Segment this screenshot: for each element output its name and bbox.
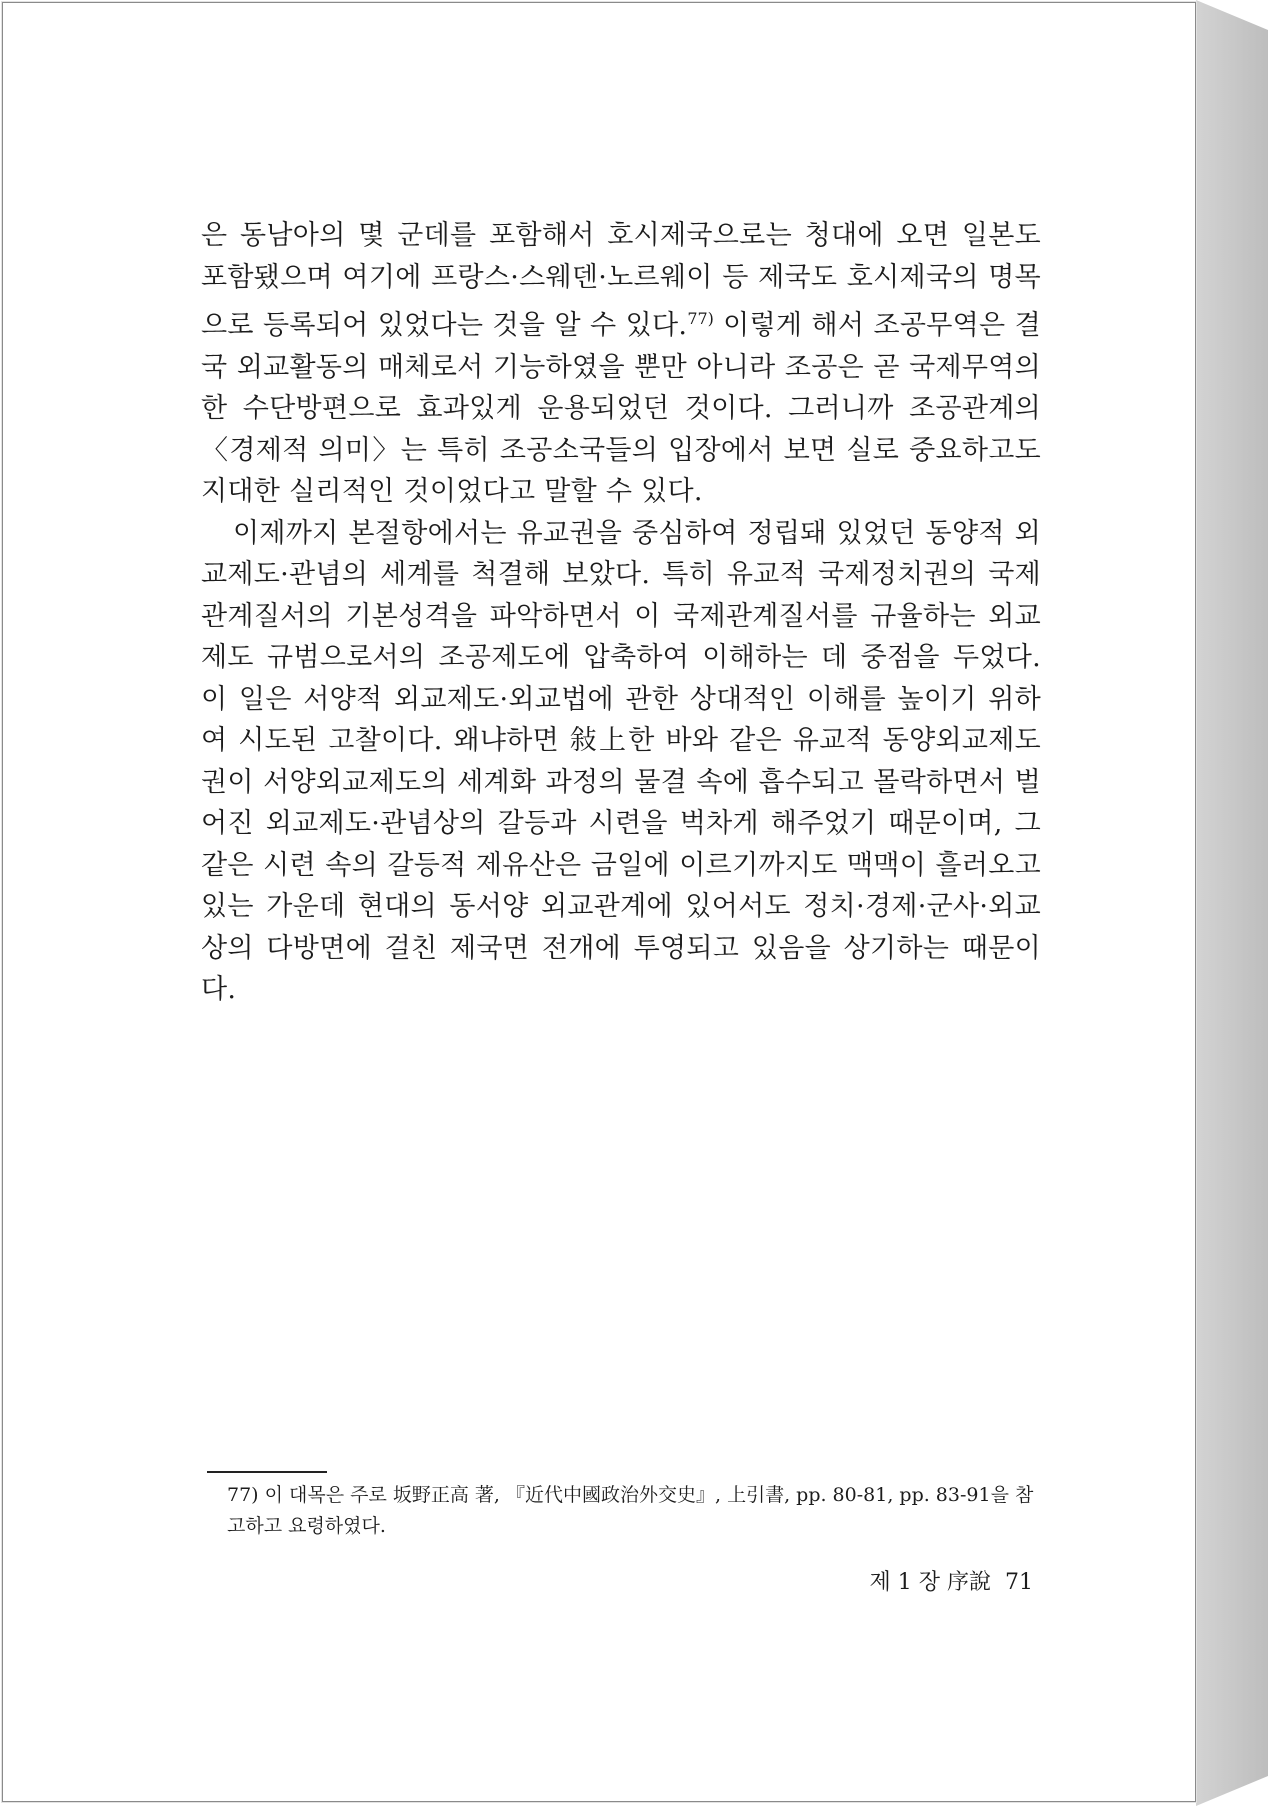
paragraph-2: 이제까지 본절항에서는 유교권을 중심하여 정립돼 있었던 동양적 외교제도·관념의 세계를 척결해 보았다. 특히 유교적 국제정치권의 국제관계질서의 기본성격을 파악하면서 이 국제관계질서를 규율하는 외교제도 규범으로서의 조공제도에 압축하여 이해하는 데 중점을 두었다. 이 일은 서양적 외교제도·외교법에 관한 상대적인 이해를 높이기 위하여 시도된 고찰이다. 왜냐하면 敍上한 바와 같은 유교적 동양외교제도권이 서양외교제도의 세계화 과정의 물결 속에 흡수되고 몰락하면서 벌어진 외교제도·관념상의 갈등과 시련을 벅차게 해주었기 때문이며, 그같은 시련 속의 갈등적 제유산은 금일에 이르기까지도 맥맥이 흘러오고 있는 가운데 현대의 동서양 외교관계에 있어서도 정치·경제·군사·외교상의 다방면에 걸친 제국면 전개에 투영되고 있음을 상기하는 때문이다. [201, 517, 1041, 1005]
body-text [201, 215, 1041, 1011]
paragraph-1-text-b: 이렇게 해서 조공무역은 결국 외교활동의 매체로서 기능하였을 뿐만 아니라 조공은 곧 국제무역의 한 수단방편으로 효과있게 운용되었던 것이다. 그러니까 조공관계의 〈경제적 의미〉는 특히 조공소국들의 입장에서 보면 실로 중요하고도 지대한 실리적인 것이었다고 말할 수 있다. [201, 310, 1041, 507]
page-number: 71 [1005, 1570, 1033, 1595]
book-page-edge [1196, 0, 1268, 1806]
paragraph-1 [201, 215, 1041, 513]
paragraph-1-text-a: 은 동남아의 몇 군데를 포함해서 호시제국으로는 청대에 오면 일본도 포함됐으며 여기에 프랑스·스웨덴·노르웨이 등 제국도 호시제국의 명목으로 등록되어 있었다는 것을 알 수 있다. [201, 220, 1041, 341]
footnote-77: 77) 이 대목은 주로 坂野正高 著, 『近代中國政治外交史』, 上引書, pp. 80-81, pp. 83-91을 참고하고 요령하였다. [227, 1484, 1034, 1537]
footnote-divider [207, 1471, 327, 1473]
book-page [2, 2, 1196, 1802]
page-footer [793, 1565, 1033, 1596]
footnote-reference: 77) [687, 309, 714, 328]
running-title: 제 1 장 序說 [869, 1570, 991, 1595]
